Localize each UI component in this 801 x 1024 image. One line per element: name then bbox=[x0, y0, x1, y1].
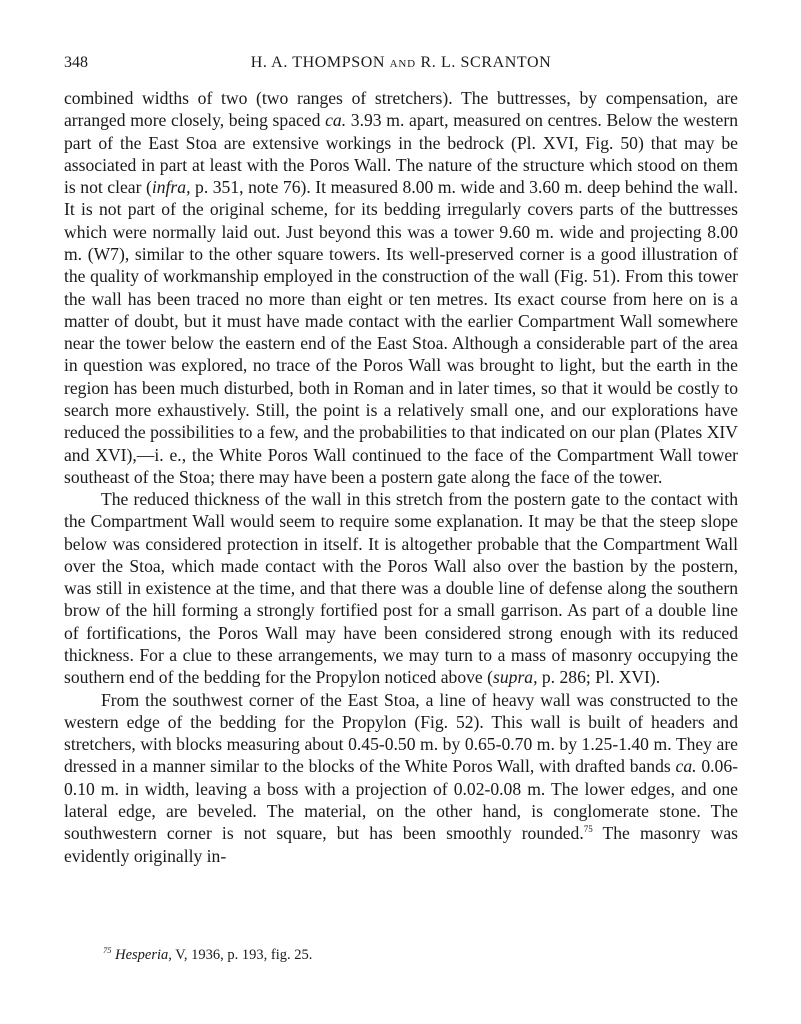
footnote-reference: 75 bbox=[583, 824, 593, 835]
and-word: AND bbox=[389, 58, 416, 70]
text-run: p. 286; Pl. XVI). bbox=[537, 667, 661, 688]
text-run: The reduced thickness of the wall in this stretch from the postern gate to the contact with the Compartment Wall would seem to require some explanation. It may be that the steep slope below was considered protection in itself. It is altogether probable that the Compartment Wall over the Stoa, which made contact with the Poros Wall also over the bastion by the postern, was still in existence at the time, and that there was a double line of defense along the southern brow of the hill forming a strongly fortified post for a small garrison. As part of a double line of fortifications, the Poros Wall may have been considered strong enough with its reduced thickness. For a clue to these arrangements, we may turn to a mass of masonry occupying the southern end of the bedding for the Propylon noticed above ( bbox=[64, 489, 738, 688]
footnote-75 bbox=[103, 946, 743, 964]
footnote-journal: Hesperia, bbox=[115, 947, 172, 963]
italic-term: infra, bbox=[151, 177, 191, 198]
running-head bbox=[64, 54, 738, 76]
body-text bbox=[64, 87, 738, 867]
author-1: H. A. THOMPSON bbox=[250, 54, 386, 71]
text-run: 3.93 m. apart, measured on centres. Below the western part of the East Stoa are extensive workings in the bedrock (Pl. XVI, Fig. 50) that may be associated in part at least with the Poros Wall. The nature of the structure which stood on them is not clear ( bbox=[64, 110, 738, 198]
author-2: R. L. SCRANTON bbox=[420, 54, 552, 71]
paragraph-1 bbox=[64, 87, 738, 488]
footnote-citation: V, 1936, p. 193, fig. 25. bbox=[171, 947, 313, 963]
header-authors bbox=[64, 54, 738, 72]
footnote-number: 75 bbox=[103, 945, 112, 955]
text-run: 0.06-0.10 m. in width, leaving a boss with a projection of 0.02-0.08 m. The lower edges, and one lateral edge, are beveled. The material, on the other hand, is conglomerate stone. The southwestern corner is not square, but has been smoothly rounded. bbox=[64, 756, 739, 844]
paragraph-3 bbox=[64, 689, 738, 867]
paragraph-2 bbox=[64, 488, 738, 689]
text-run: From the southwest corner of the East Stoa, a line of heavy wall was constructed to the western edge of the bedding for the Propylon (Fig. 52). This wall is built of headers and stretchers, with blocks measuring about 0.45-0.50 m. by 0.65-0.70 m. by 1.25-1.40 m. They are dressed in a manner similar to the blocks of the White Poros Wall, with drafted bands bbox=[64, 689, 738, 777]
page-number: 348 bbox=[64, 54, 88, 71]
italic-term: supra, bbox=[493, 667, 538, 688]
italic-term: ca. bbox=[675, 756, 697, 777]
text-run: p. 351, note 76). It measured 8.00 m. wide and 3.60 m. deep behind the wall. It is not part of the original scheme, for its bedding irregularly covers parts of the buttresses which were normally laid out. Just beyond this was a tower 9.60 m. wide and projecting 8.00 m. (W7), similar to the other square towers. Its well-preserved corner is a good illustration of the quality of workmanship employed in the construction of the wall (Fig. 51). From this tower the wall has been traced no more than eight or ten metres. Its exact course from here on is a matter of doubt, but it must have made contact with the earlier Compartment Wall somewhere near the tower below the eastern end of the East Stoa. Although a considerable part of the area in question was explored, no trace of the Poros Wall was brought to light, but the earth in the region has been much disturbed, both in Roman and in later times, so that it would be costly to search more exhaustively. Still, the point is a relatively small one, and our explorations have reduced the possibilities to a few, and the probabilities to that indicated on our plan (Plates XIV and XVI),—i. e., the White Poros Wall continued to the face of the Compartment Wall tower southeast of the Stoa; there may have been a postern gate along the face of the tower. bbox=[64, 177, 738, 487]
text-run: The masonry was evidently originally in- bbox=[64, 823, 738, 866]
italic-term: ca. bbox=[325, 110, 347, 131]
text-run: combined widths of two (two ranges of stretchers). The buttresses, by compensation, are arranged more closely, being spaced bbox=[64, 88, 738, 131]
